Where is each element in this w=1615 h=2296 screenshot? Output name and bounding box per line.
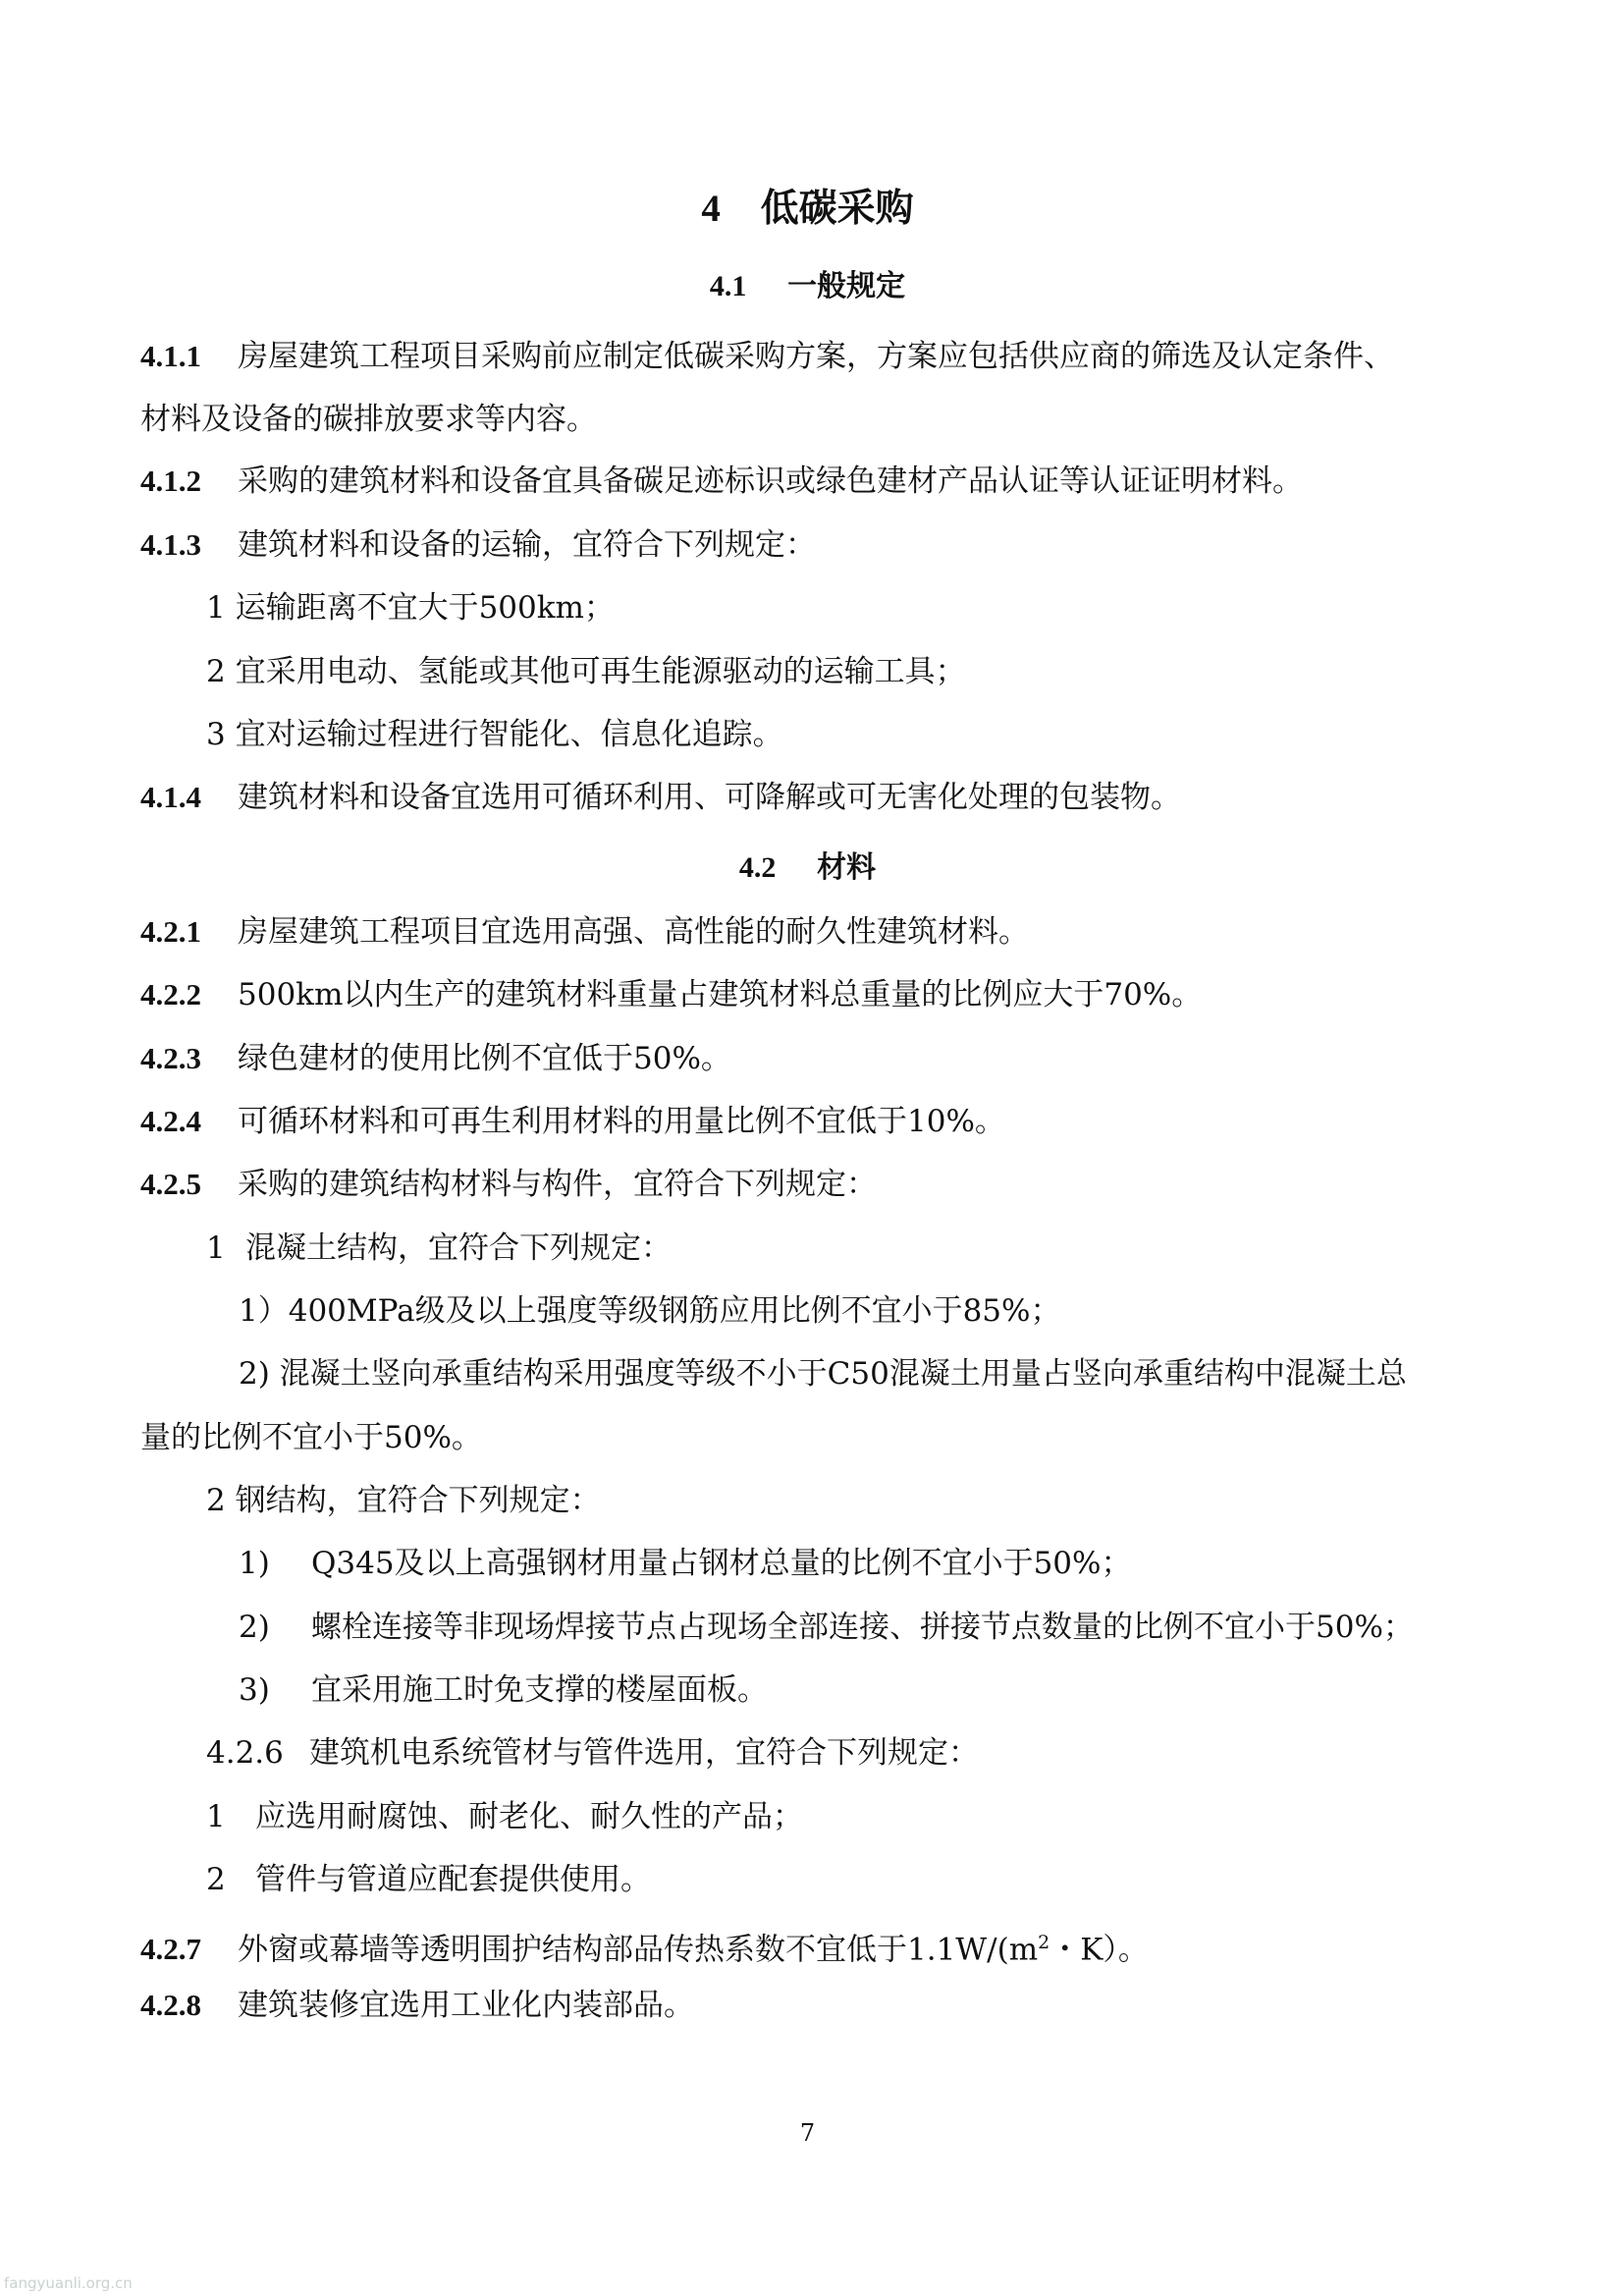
list-item: 3 宜对运输过程进行智能化、信息化追踪。 bbox=[206, 717, 783, 752]
item-text: 混凝土结构，宜符合下列规定： bbox=[245, 1230, 672, 1266]
item-text: 应选用耐腐蚀、耐老化、耐久性的产品； bbox=[255, 1799, 803, 1834]
clause-number: 4.1.1 bbox=[140, 339, 201, 373]
clause-number: 4.2.5 bbox=[140, 1167, 201, 1201]
clause-text: 采购的建筑结构材料与构件，宜符合下列规定： bbox=[238, 1167, 877, 1202]
clause-4-1-1-continued: 材料及设备的碳排放要求等内容。 bbox=[140, 402, 597, 437]
item-label: 3) bbox=[239, 1672, 270, 1708]
clause-4-2-1 bbox=[140, 912, 1029, 952]
clause-number: 4.2.3 bbox=[140, 1041, 201, 1075]
list-item bbox=[206, 1229, 672, 1268]
list-item: 1 运输距离不宜大于500km； bbox=[206, 590, 615, 626]
item-label: 1 bbox=[206, 1230, 226, 1266]
item-label: 2 bbox=[206, 1862, 226, 1897]
clause-4-2-4 bbox=[140, 1102, 1005, 1141]
section-number: 4.2 bbox=[738, 851, 777, 884]
chapter-heading bbox=[0, 185, 1615, 234]
sub-list-item bbox=[239, 1544, 1131, 1583]
clause-4-2-5 bbox=[140, 1165, 877, 1204]
clause-text: 可循环材料和可再生利用材料的用量比例不宜低于10%。 bbox=[238, 1104, 1005, 1139]
clause-4-2-3 bbox=[140, 1039, 731, 1078]
clause-number: 4.1.4 bbox=[140, 780, 201, 814]
list-item bbox=[206, 1860, 651, 1899]
clause-number: 4.1.3 bbox=[140, 527, 201, 562]
clause-text: 房屋建筑工程项目宜选用高强、高性能的耐久性建筑材料。 bbox=[238, 914, 1029, 950]
clause-text: 500km以内生产的建筑材料重量占建筑材料总重量的比例应大于70%。 bbox=[238, 977, 1203, 1012]
item-label: 2) bbox=[239, 1610, 270, 1645]
clause-number: 4.2.8 bbox=[140, 1988, 201, 2022]
clause-number: 4.2.4 bbox=[140, 1104, 201, 1138]
clause-text: 采购的建筑材料和设备宜具备碳足迹标识或绿色建材产品认证等认证证明材料。 bbox=[238, 464, 1303, 499]
item-label: 1) bbox=[239, 1546, 270, 1581]
clause-number: 4.2.1 bbox=[140, 914, 201, 949]
list-item bbox=[206, 1797, 803, 1836]
item-text: 螺栓连接等非现场焊接节点占现场全部连接、拼接节点数量的比例不宜小于50%； bbox=[311, 1610, 1414, 1645]
clause-4-2-8 bbox=[140, 1986, 694, 2025]
item-text: Q345及以上高强钢材用量占钢材总量的比例不宜小于50%； bbox=[311, 1546, 1132, 1581]
item-label: 1 bbox=[206, 1799, 226, 1834]
clause-text: 建筑机电系统管材与管件选用，宜符合下列规定： bbox=[309, 1735, 979, 1771]
clause-text: 房屋建筑工程项目采购前应制定低碳采购方案，方案应包括供应商的筛选及认定条件、 bbox=[238, 339, 1394, 374]
page-number: 7 bbox=[799, 2119, 816, 2147]
item-text: 宜采用施工时免支撑的楼屋面板。 bbox=[311, 1672, 768, 1708]
sub-list-item-continued: 量的比例不宜小于50%。 bbox=[140, 1420, 482, 1455]
list-item: 2 宜采用电动、氢能或其他可再生能源驱动的运输工具； bbox=[206, 654, 966, 689]
item-text: 管件与管道应配套提供使用。 bbox=[255, 1862, 651, 1897]
section-heading-4-1 bbox=[0, 267, 1615, 306]
clause-number: 4.1.2 bbox=[140, 464, 201, 498]
clause-text: 外窗或幕墙等透明围护结构部品传热系数不宜低于1.1W/(m bbox=[238, 1932, 1039, 1968]
clause-text: 建筑材料和设备宜选用可循环利用、可降解或可无害化处理的包装物。 bbox=[238, 780, 1181, 815]
watermark: fangyuanli.org.cn bbox=[4, 2274, 133, 2292]
sub-list-item bbox=[239, 1608, 1414, 1647]
clause-4-1-3 bbox=[140, 525, 816, 565]
clause-4-2-2 bbox=[140, 975, 1202, 1014]
clause-4-2-6 bbox=[206, 1733, 979, 1773]
clause-4-1-2 bbox=[140, 462, 1303, 501]
clause-number: 4.2.7 bbox=[140, 1932, 201, 1967]
clause-4-2-7 bbox=[140, 1923, 1149, 1969]
section-title: 材料 bbox=[817, 850, 877, 885]
chapter-number: 4 bbox=[701, 188, 721, 230]
clause-number: 4.2.6 bbox=[206, 1735, 284, 1771]
clause-text: 建筑材料和设备的运输，宜符合下列规定： bbox=[238, 527, 816, 563]
clause-number: 4.2.2 bbox=[140, 977, 201, 1011]
clause-text: 绿色建材的使用比例不宜低于50%。 bbox=[238, 1041, 731, 1076]
clause-text-end: ・K）。 bbox=[1050, 1932, 1149, 1968]
sub-list-item bbox=[239, 1670, 768, 1710]
clause-4-1-4 bbox=[140, 778, 1181, 817]
sub-list-item: 1）400MPa级及以上强度等级钢筋应用比例不宜小于85%； bbox=[239, 1293, 1061, 1329]
section-heading-4-2 bbox=[0, 848, 1615, 888]
section-title: 一般规定 bbox=[787, 269, 906, 303]
list-item: 2 钢结构，宜符合下列规定： bbox=[206, 1483, 601, 1518]
section-number: 4.1 bbox=[709, 270, 747, 302]
clause-4-1-1 bbox=[140, 337, 1394, 376]
sub-list-item: 2) 混凝土竖向承重结构采用强度等级不小于C50混凝土用量占竖向承重结构中混凝土总 bbox=[239, 1356, 1407, 1392]
clause-text: 建筑装修宜选用工业化内装部品。 bbox=[238, 1988, 694, 2023]
superscript: 2 bbox=[1038, 1932, 1050, 1953]
chapter-title: 低碳采购 bbox=[760, 187, 914, 231]
